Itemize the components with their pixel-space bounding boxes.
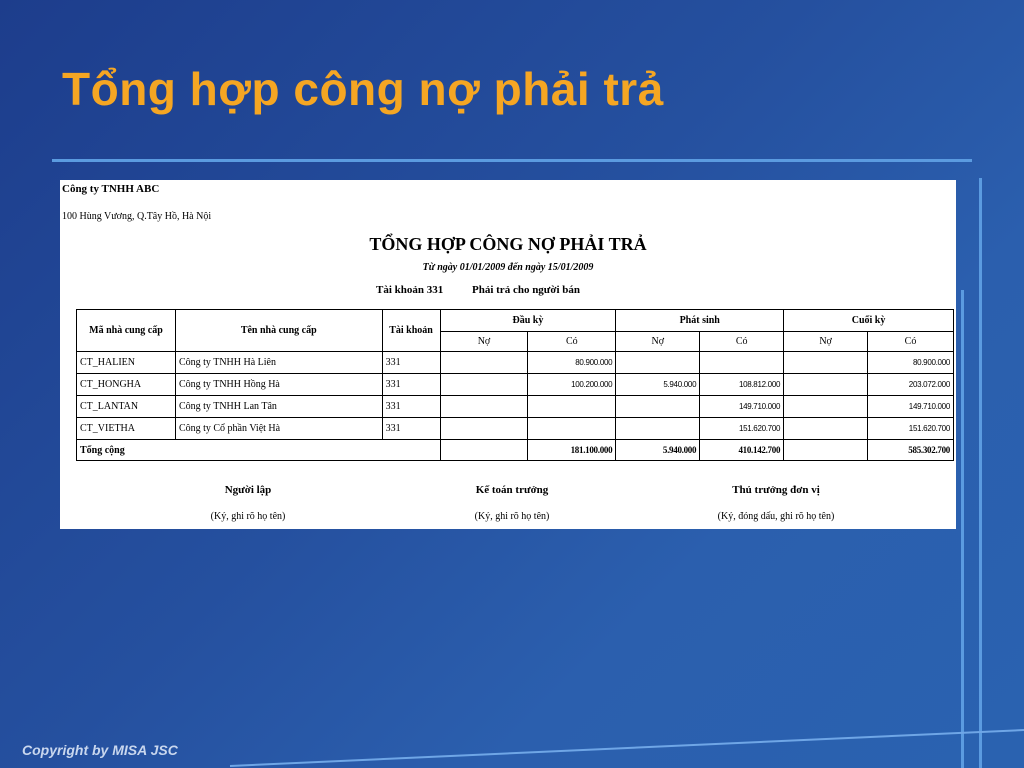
table-row [77,374,954,396]
signature-preparer-note: (Ký, ghi rõ họ tên) [210,511,286,522]
total-open-credit: 181.100.000 [528,440,616,461]
cell-open-credit: 100.200.000 [528,374,616,396]
header-opening: Đầu kỳ [440,310,616,332]
header-supplier-name: Tên nhà cung cấp [175,310,382,352]
cell-close-credit: 149.710.000 [868,396,954,418]
table-row [77,352,954,374]
cell-name: Công ty Cổ phần Việt Hà [175,418,382,440]
table-row [77,396,954,418]
cell-close-debit [784,396,868,418]
report-address: 100 Hùng Vương, Q.Tây Hồ, Hà Nội [62,211,212,222]
cell-open-debit [440,374,528,396]
cell-mov-credit: 149.710.000 [700,396,784,418]
total-mov-credit: 410.142.700 [700,440,784,461]
table-row [77,418,954,440]
header-supplier-code: Mã nhà cung cấp [77,310,176,352]
report-account-desc: Phải trả cho người bán [472,284,581,296]
report-account [376,284,606,296]
signature-director-role: Thủ trưởng đơn vị [732,484,820,496]
header-opening-debit: Nợ [440,332,528,352]
cell-open-credit [528,396,616,418]
cell-name: Công ty TNHH Hà Liên [175,352,382,374]
decorative-vertical-line [979,178,982,768]
cell-open-credit: 80.900.000 [528,352,616,374]
header-account: Tài khoản [382,310,440,352]
cell-account: 331 [382,374,440,396]
cell-open-debit [440,352,528,374]
cell-close-debit [784,352,868,374]
cell-account: 331 [382,352,440,374]
cell-open-debit [440,396,528,418]
header-closing: Cuối kỳ [784,310,954,332]
title-divider [52,159,972,162]
cell-mov-credit [700,352,784,374]
cell-mov-credit: 108.812.000 [700,374,784,396]
cell-mov-debit [616,352,700,374]
cell-mov-credit: 151.620.700 [700,418,784,440]
cell-name: Công ty TNHH Hồng Hà [175,374,382,396]
signature-preparer-role: Người lập [224,484,272,496]
cell-mov-debit: 5.940.000 [616,374,700,396]
cell-account: 331 [382,396,440,418]
copyright-footer: Copyright by MISA JSC [22,742,178,758]
cell-mov-debit [616,396,700,418]
header-movement: Phát sinh [616,310,784,332]
total-row [77,440,954,461]
header-opening-credit: Có [528,332,616,352]
header-movement-debit: Nợ [616,332,700,352]
header-closing-credit: Có [868,332,954,352]
total-label: Tổng cộng [77,440,441,461]
cell-close-credit: 80.900.000 [868,352,954,374]
payables-table [76,309,954,461]
cell-name: Công ty TNHH Lan Tân [175,396,382,418]
total-mov-debit: 5.940.000 [616,440,700,461]
total-open-debit [440,440,528,461]
cell-open-credit [528,418,616,440]
cell-close-debit [784,374,868,396]
cell-code: CT_HONGHA [77,374,176,396]
signature-chief-accountant-note: (Ký, ghi rõ họ tên) [474,511,550,522]
slide-title: Tổng hợp công nợ phải trả [62,63,664,115]
cell-mov-debit [616,418,700,440]
header-movement-credit: Có [700,332,784,352]
report-company: Công ty TNHH ABC [62,183,160,195]
cell-close-credit: 151.620.700 [868,418,954,440]
cell-account: 331 [382,418,440,440]
report-account-label: Tài khoản 331 [376,284,444,296]
cell-close-credit: 203.072.000 [868,374,954,396]
cell-open-debit [440,418,528,440]
signature-director-note: (Ký, đóng dấu, ghi rõ họ tên) [717,511,835,522]
total-close-debit [784,440,868,461]
cell-code: CT_LANTAN [77,396,176,418]
cell-code: CT_HALIEN [77,352,176,374]
signature-chief-accountant-role: Kế toán trưởng [475,484,549,496]
report-period: Từ ngày 01/01/2009 đến ngày 15/01/2009 [422,262,594,273]
cell-close-debit [784,418,868,440]
header-closing-debit: Nợ [784,332,868,352]
report-title: TỔNG HỢP CÔNG NỢ PHẢI TRẢ [369,234,647,254]
report-image [60,180,956,529]
cell-code: CT_VIETHA [77,418,176,440]
total-close-credit: 585.302.700 [868,440,954,461]
